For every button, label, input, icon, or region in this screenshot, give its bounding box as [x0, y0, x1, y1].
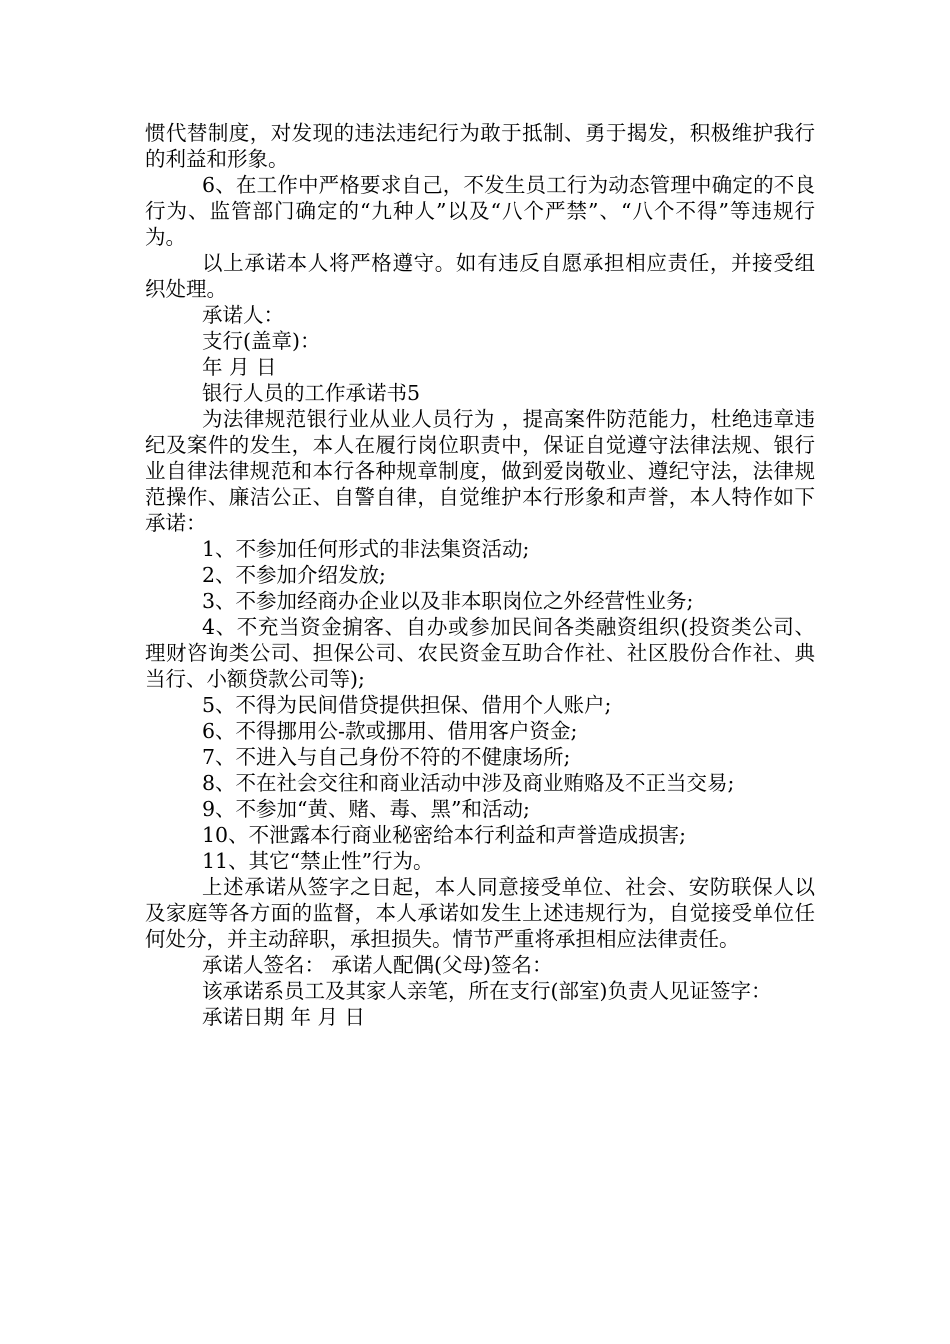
section-title: 银行人员的工作承诺书5 [202, 381, 421, 405]
pledge-date-line: 承诺日期 年 月 日 [202, 1005, 366, 1029]
list-item: 2、不参加介绍发放; [202, 563, 386, 587]
paragraph-pledge-statement: 以上承诺本人将严格遵守。如有违反自愿承担相应责任，并接受组织处理。 [145, 251, 815, 301]
list-item: 9、不参加“黄、赌、毒、黑”和活动; [202, 797, 530, 821]
paragraph-item-6: 6、在工作中严格要求自己，不发生员工行为动态管理中确定的不良行为、监管部门确定的“九种人”以及“八个严禁”、“八个不得”等违规行为。 [145, 173, 815, 249]
pledger-label: 承诺人： [202, 303, 284, 327]
list-item: 10、不泄露本行商业秘密给本行利益和声誉造成损害; [202, 823, 686, 847]
list-item: 4、不充当资金掮客、自办或参加民间各类融资组织(投资类公司、理财咨询类公司、担保公司、农民资金互助合作社、社区股份合作社、典当行、小额贷款公司等); [145, 615, 815, 691]
date-line: 年 月 日 [202, 355, 277, 379]
witness-line: 该承诺系员工及其家人亲笔，所在支行(部室)负责人见证签字： [202, 979, 772, 1003]
paragraph-preamble: 为法律规范银行业从业人员行为 ，提高案件防范能力，杜绝违章违纪及案件的发生，本人在履行岗位职责中，保证自觉遵守法律法规、银行业自律法律规范和本行各种规章制度，做到爱岗敬业、遵纪守法，法律规范操作、廉洁公正、自警自律，自觉维护本行形象和声誉，本人特作如下承诺： [145, 407, 815, 535]
branch-seal-label: 支行(盖章)： [202, 329, 321, 353]
paragraph-supervision: 上述承诺从签字之日起，本人同意接受单位、社会、安防联保人以及家庭等各方面的监督，本人承诺如发生上述违规行为，自觉接受单位任何处分，并主动辞职，承担损失。情节严重将承担相应法律责任。 [145, 875, 815, 951]
signature-line: 承诺人签名： 承诺人配偶(父母)签名： [202, 953, 553, 977]
document-page [145, 120, 815, 1030]
list-item: 1、不参加任何形式的非法集资活动; [202, 537, 530, 561]
list-item: 8、不在社会交往和商业活动中涉及商业贿赂及不正当交易; [202, 771, 735, 795]
list-item: 7、不进入与自己身份不符的不健康场所; [202, 745, 571, 769]
list-item: 5、不得为民间借贷提供担保、借用个人账户; [202, 693, 612, 717]
list-item: 11、其它“禁止性”行为。 [202, 849, 434, 873]
paragraph-continuation: 惯代替制度，对发现的违法违纪行为敢于抵制、勇于揭发，积极维护我行的利益和形象。 [145, 121, 815, 171]
list-item: 3、不参加经商办企业以及非本职岗位之外经营性业务; [202, 589, 694, 613]
list-item: 6、不得挪用公-款或挪用、借用客户资金; [202, 719, 578, 743]
